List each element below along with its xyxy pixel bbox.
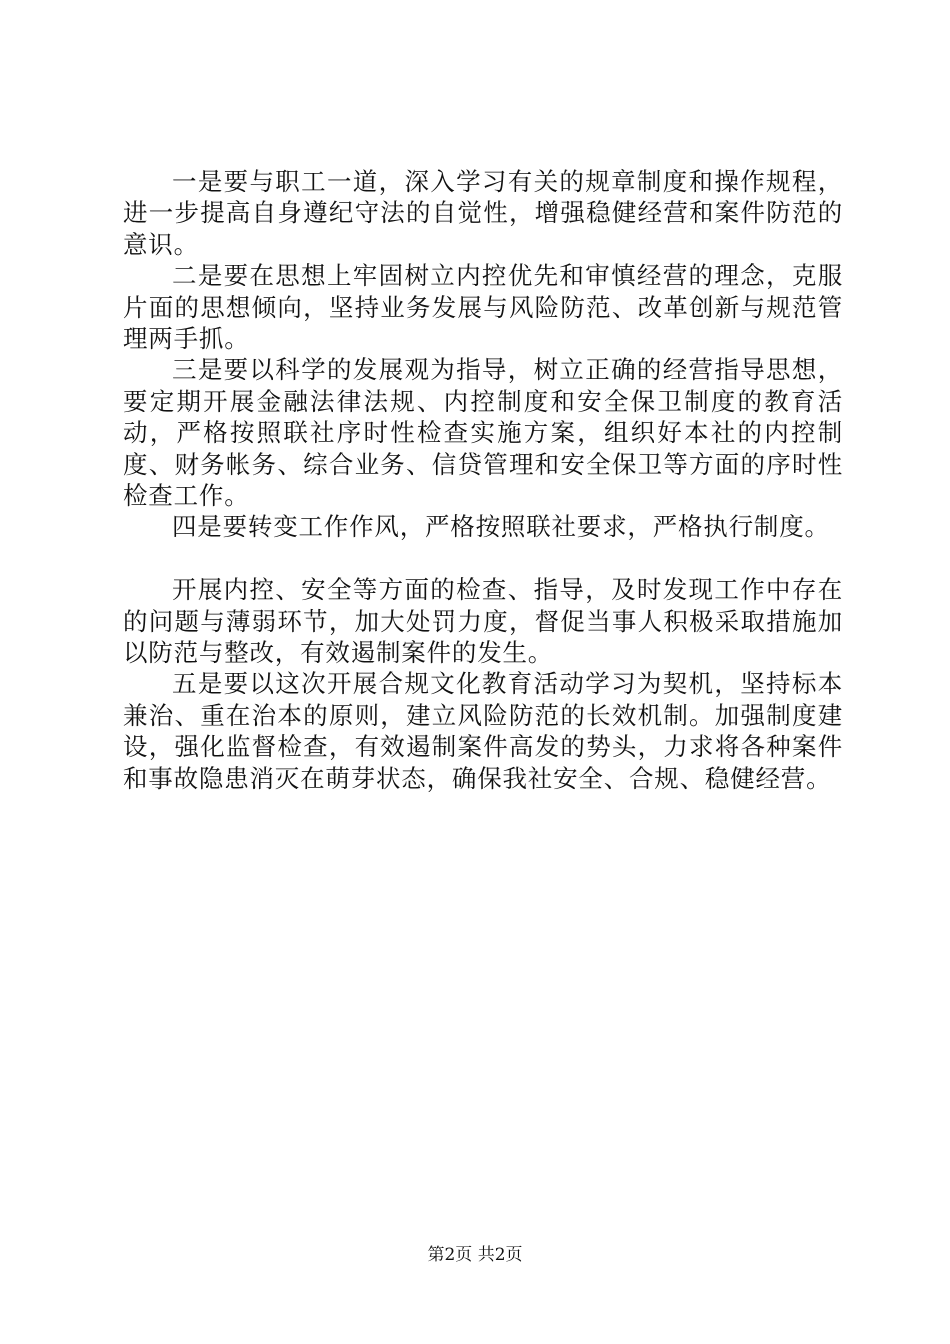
paragraph-4: 四是要转变工作作风，严格按照联社要求，严格执行制度。 [172, 512, 830, 542]
document-body [123, 166, 843, 794]
paragraph-5: 开展内控、安全等方面的检查、指导，及时发现工作中存在的问题与薄弱环节，加大处罚力度，督促当事人积极采取措施加以防范与整改，有效遏制案件的发生。 [123, 575, 843, 668]
paragraph-2: 二是要在思想上牢固树立内控优先和审慎经营的理念，克服片面的思想倾向，坚持业务发展与风险防范、改革创新与规范管理两手抓。 [123, 261, 843, 354]
paragraph-spacer [123, 543, 843, 574]
page-footer [0, 1244, 950, 1266]
paragraph-6: 五是要以这次开展合规文化教育活动学习为契机，坚持标本兼治、重在治本的原则，建立风险防范的长效机制。加强制度建设，强化监督检查，有效遏制案件高发的势头，力求将各种案件和事故隐患消灭在萌芽状态，确保我社安全、合规、稳健经营。 [123, 669, 843, 793]
paragraph-1: 一是要与职工一道，深入学习有关的规章制度和操作规程，进一步提高自身遵纪守法的自觉性，增强稳健经营和案件防范的意识。 [123, 167, 843, 259]
paragraph-3: 三是要以科学的发展观为指导，树立正确的经营指导思想，要定期开展金融法律法规、内控制度和安全保卫制度的教育活动，严格按照联社序时性检查实施方案，组织好本社的内控制度、财务帐务、综合业务、信贷管理和安全保卫等方面的序时性检查工作。 [123, 355, 843, 511]
page-number: 第2页 共2页 [427, 1245, 523, 1265]
